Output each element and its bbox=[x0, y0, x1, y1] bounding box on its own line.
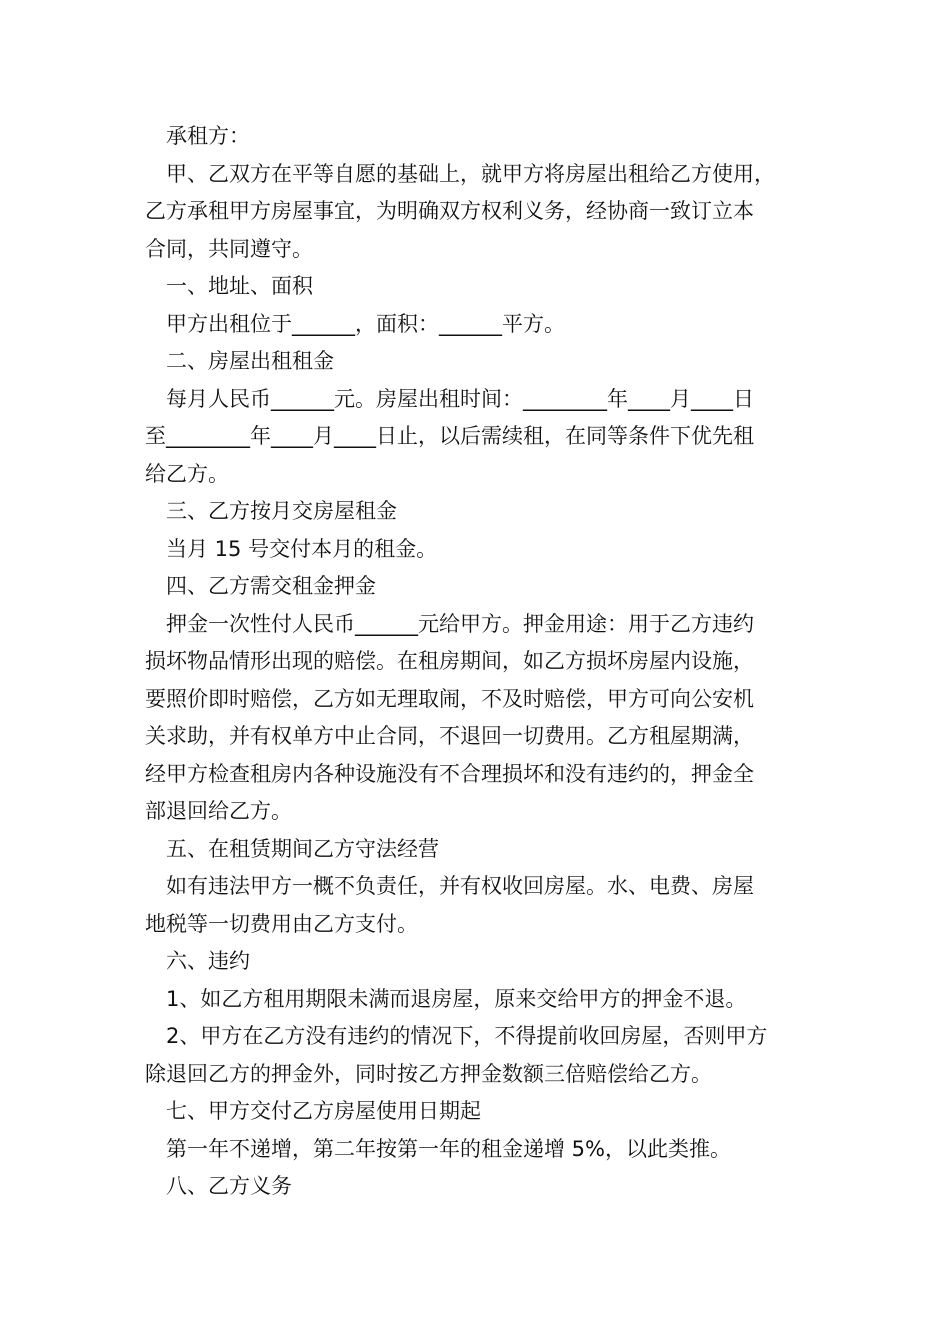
section-4-body-6: 部退回给乙方。 bbox=[145, 799, 292, 823]
section-6-item-1: 1、如乙方租用期限未满而退房屋，原来交给甲方的押金不退。 bbox=[166, 986, 747, 1011]
section-4-body-3: 要照价即时赔偿，乙方如无理取闹，不及时赔偿，甲方可向公安机 bbox=[145, 686, 754, 711]
section-4-body-2: 损坏物品情形出现的赔偿。在租房期间，如乙方损坏房屋内设施， bbox=[145, 649, 754, 673]
section-2-body-3: 给乙方。 bbox=[145, 461, 229, 486]
section-4-body-1: 押金一次性付人民币______元给甲方。押金用途：用于乙方违约 bbox=[166, 611, 754, 636]
lessee-line: 承租方： bbox=[166, 124, 250, 148]
section-3-body: 当月 15 号交付本月的租金。 bbox=[166, 536, 438, 561]
preamble-line-1: 甲、乙双方在平等自愿的基础上，就甲方将房屋出租给乙方使用， bbox=[166, 161, 775, 186]
section-4-body-5: 经甲方检查租房内各种设施没有不合理损坏和没有违约的，押金全 bbox=[145, 761, 754, 786]
section-5-heading: 五、在租赁期间乙方守法经营 bbox=[166, 836, 439, 861]
section-1-heading: 一、地址、面积 bbox=[166, 274, 313, 298]
section-2-heading: 二、房屋出租租金 bbox=[166, 349, 334, 373]
section-7-heading: 七、甲方交付乙方房屋使用日期起 bbox=[166, 1099, 481, 1123]
section-5-body-2: 地税等一切费用由乙方支付。 bbox=[145, 911, 418, 936]
preamble-line-3: 合同，共同遵守。 bbox=[145, 236, 313, 261]
section-8-heading: 八、乙方义务 bbox=[166, 1174, 292, 1198]
section-6-heading: 六、违约 bbox=[166, 949, 250, 973]
preamble-line-2: 乙方承租甲方房屋事宜，为明确双方权利义务，经协商一致订立本 bbox=[145, 199, 754, 223]
section-5-body-1: 如有违法甲方一概不负责任，并有权收回房屋。水、电费、房屋 bbox=[166, 874, 754, 898]
contract-page bbox=[145, 118, 815, 1206]
section-7-body: 第一年不递增，第二年按第一年的租金递增 5%，以此类推。 bbox=[166, 1136, 731, 1161]
section-2-body-1: 每月人民币______元。房屋出租时间：________年____月____日 bbox=[166, 386, 754, 411]
section-3-heading: 三、乙方按月交房屋租金 bbox=[166, 499, 397, 523]
section-6-item-2-line-1: 2、甲方在乙方没有违约的情况下，不得提前收回房屋，否则甲方 bbox=[166, 1024, 768, 1048]
section-4-heading: 四、乙方需交租金押金 bbox=[166, 574, 376, 598]
section-6-item-2-line-2: 除退回乙方的押金外，同时按乙方押金数额三倍赔偿给乙方。 bbox=[145, 1061, 712, 1086]
section-2-body-2: 至________年____月____日止，以后需续租，在同等条件下优先租 bbox=[145, 424, 754, 448]
section-1-body: 甲方出租位于______，面积：______平方。 bbox=[166, 311, 565, 336]
section-4-body-4: 关求助，并有权单方中止合同，不退回一切费用。乙方租屋期满， bbox=[145, 724, 754, 748]
